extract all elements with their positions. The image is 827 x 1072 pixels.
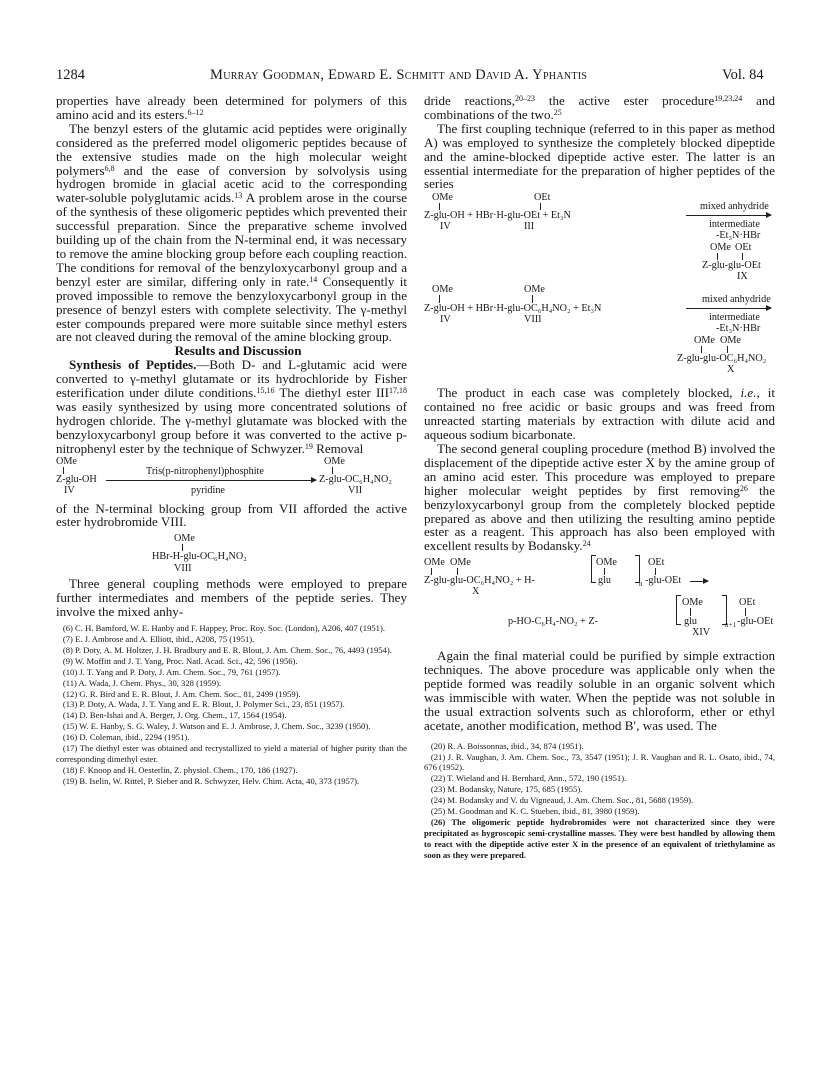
footnote: (20) R. A. Boissonnas, ibid., 34, 874 (1951).	[430, 740, 584, 751]
paragraph: The product in each case was completely blocked, i.e., it contained no free acidic or basic groups and was freed from unreacted starting materials by extraction with dilute acid and aqueous sodium bicarbonate.	[424, 385, 775, 443]
footnote: (7) E. J. Ambrose and A. Elliott, ibid., A208, 75 (1951).	[62, 634, 255, 644]
footnote: (23) M. Bodansky, Nature, 175, 685 (1955).	[430, 784, 583, 795]
footnote: (10) J. T. Yang and P. Doty, J. Am. Chem. Soc., 79, 761 (1957).	[62, 666, 281, 677]
paragraph: dride reactions,$^{20-23}$ the active ester procedure$^{19,23,24}$ and combinations of the two.$^{25}$	[424, 93, 775, 122]
footnotes	[424, 741, 775, 861]
footnotes	[56, 623, 407, 787]
footnote: (15) W. E. Hanby, S. G. Waley, J. Watson and E. J. Ambrose, J. Chem. Soc., 3239 (1950).	[62, 721, 371, 732]
paragraph: Three general coupling methods were employed to prepare further intermediates and members of the peptide series. They involve the mixed anhy-	[56, 576, 407, 620]
left-column	[56, 94, 407, 787]
reaction-scheme-2: OMe HBr-H-glu-OC₆H₄NO₂ VIII	[152, 533, 247, 575]
reaction-scheme-4: OMe OMe Z-glu-OH + HBr·H-glu-OC₆H₄NO₂ + Et₃N mixed anhydride intermediate -Et₃N·HBr IV VIII OMe OMe Z-glu-glu-OC₆H₄NO₂ X	[424, 284, 771, 376]
right-column	[424, 94, 775, 861]
footnote: (21) J. R. Vaughan, J. Am. Chem. Soc., 73, 3547 (1951); J. R. Vaughan and R. L. Osato, ibid., 74, 676 (1952).	[424, 751, 775, 773]
footnote: (24) M. Bodansky and V. du Vigneaud, J. Am. Chem. Soc., 81, 5688 (1959).	[430, 795, 694, 806]
volume-label: Vol. 84	[722, 67, 764, 83]
subsection-heading: Synthesis of Peptides.	[69, 357, 197, 373]
paragraph: The first coupling technique (referred to in this paper as method A) was employed to synthesize the completely blocked dipeptide and the amine-blocked dipeptide active ester. The latter is an essential intermediate for the preparation of higher peptides of the series	[424, 120, 775, 192]
footnote: (9) W. Moffitt and J. T. Yang, Proc. Natl. Acad. Sci., 42, 596 (1956).	[62, 655, 298, 666]
page-number: 1284	[56, 67, 85, 83]
footnote: (14) D. Ben-Ishai and A. Berger, J. Org. Chem., 17, 1564 (1954).	[62, 710, 287, 721]
footnote: (18) F. Knoop and H. Oesterlin, Z. physiol. Chem., 170, 186 (1927).	[62, 764, 298, 775]
footnote: (22) T. Wieland and H. Bernhard, Ann., 572, 190 (1951).	[430, 773, 627, 784]
author-line: Murray Goodman, Edward E. Schmitt and David A. Yphantis	[210, 67, 588, 83]
running-header	[0, 67, 827, 87]
reaction-scheme-1: OMe OMe Z-glu-OH Tris(p-nitrophenyl)phosphite pyridine Z-glu-OC₆H₄NO₂ IV VII	[56, 455, 392, 496]
footnote: (16) D. Coleman, ibid., 2294 (1951).	[62, 732, 190, 743]
paragraph: Synthesis of Peptides.—Both D- and L-glutamic acid were converted to γ-methyl glutamate or its hydrochloride by Fisher esterification under dilute conditions.$^{15,16}$ The diethyl ester III$^{17,18}$ was easily synthesized by using more concentrated solutions of hydrogen chloride. The γ-methyl glutamate was blocked with the benzyloxycarbonyl group before it was converted to the active p-nitrophenyl ester by the technique of Schwyzer.$^{19}$ Removal	[56, 357, 407, 456]
footnote: (26) The oligomeric peptide hydrobromides were not characterized since they were precipitated as hygroscopic semi-crystalline masses. They were best handled by allowing them to react with the dipeptide active ester X in the presence of an equivalent of triethylamine as soon as they were prepared.	[424, 817, 775, 860]
footnote: (19) B. Iselin, W. Rittel, P. Sieber and R. Schwyzer, Helv. Chim. Acta, 40, 373 (1957).	[62, 775, 360, 786]
reaction-scheme-3: OMe OEt Z-glu-OH + HBr·H-glu-OEt + Et₃N mixed anhydride intermediate -Et₃N·HBr IV III OMe OEt Z-glu-glu-OEt IX	[424, 191, 775, 281]
footnote: (12) G. R. Bird and E. R. Blout, J. Am. Chem. Soc., 81, 2499 (1959).	[62, 688, 301, 699]
paragraph: The second general coupling procedure (method B) involved the displacement of the dipeptide active ester X by the amine group of an amino acid ester. This procedure was employed to prepare higher molecular weight peptides by first removing$^{26}$ the benzyloxycarbonyl group from the completely blocked peptide prepared as above and then utilizing the resulting amino peptide ester as a reagent. This approach has also been employed with excellent results by Bodansky.$^{24}$	[424, 440, 775, 554]
footnote: (6) C. H. Bamford, W. E. Hanby and F. Happey, Proc. Roy. Soc. (London), A206, 407 (1951).	[62, 623, 385, 634]
paragraph: The benzyl esters of the glutamic acid peptides were originally considered as the preferred model oligomeric peptides because of the extensive studies made on the high molecular weight polymers$^{6,8}$ and the ease of conversion by solvolysis using hydrogen bromide in glacial acetic acid to the corresponding water-soluble polyglutamic acids.$^{13}$ A problem arose in the course of the synthesis of these oligomeric peptides which prevented their successful preparation. Since the preparative scheme involved building up of the chain from the N-terminal end, it was necessary to remove the amine blocking group before each coupling reaction. The conditions for removal of the benzyloxycarbonyl group and a benzyl ester are similar, differing only in rate.$^{14}$ Consequently it proved impossible to remove the benzyloxycarbonyl group in the presence of benzyl esters with complete selectivity. The γ-methyl ester compounds prepared were more suitable since methyl esters are not cleaved during the removal of the amine blocking group.	[56, 120, 407, 345]
reaction-scheme-5: OMe OMe OMe OEt Z-glu-glu-OC₆H₄NO₂ + H- glu n -glu-OEt X OMe OEt p-HO-C₆H₄-NO₂ + Z- glu n+1 -glu-OEt XIV	[424, 557, 774, 639]
footnote: (13) P. Doty, A. Wada, J. T. Yang and E. R. Blout, J. Polymer Sci., 23, 851 (1957).	[62, 699, 345, 710]
footnote: (11) A. Wada, J. Chem. Phys., 30, 328 (1959).	[62, 677, 222, 688]
section-heading: Results and Discussion	[174, 343, 302, 359]
paragraph: of the N-terminal blocking group from VII afforded the active ester hydrobromide VIII.	[56, 500, 407, 530]
paragraph: properties have already been determined for polymers of this amino acid and its esters.$^{6-12}$	[56, 93, 407, 122]
footnote: (17) The diethyl ester was obtained and recrystallized to yield a material of higher purity than the corresponding dimethyl ester.	[56, 743, 407, 764]
footnote: (8) P. Doty, A. M. Holtzer, J. H. Bradbury and E. R. Blout, J. Am. Chem. Soc., 76, 4493 (1954).	[62, 644, 392, 655]
footnote: (25) M. Goodman and K. C. Stueben, ibid., 81, 3980 (1959).	[430, 806, 640, 817]
paragraph: Again the final material could be purified by simple extraction techniques. The above procedure was applicable only when the peptide formed was readily soluble in an organic solvent which was immiscible with water. When the peptide was not soluble in the usual extraction solvents such as chloroform, ether or ethyl acetate, another modification, method B′, was used. The	[424, 648, 775, 733]
